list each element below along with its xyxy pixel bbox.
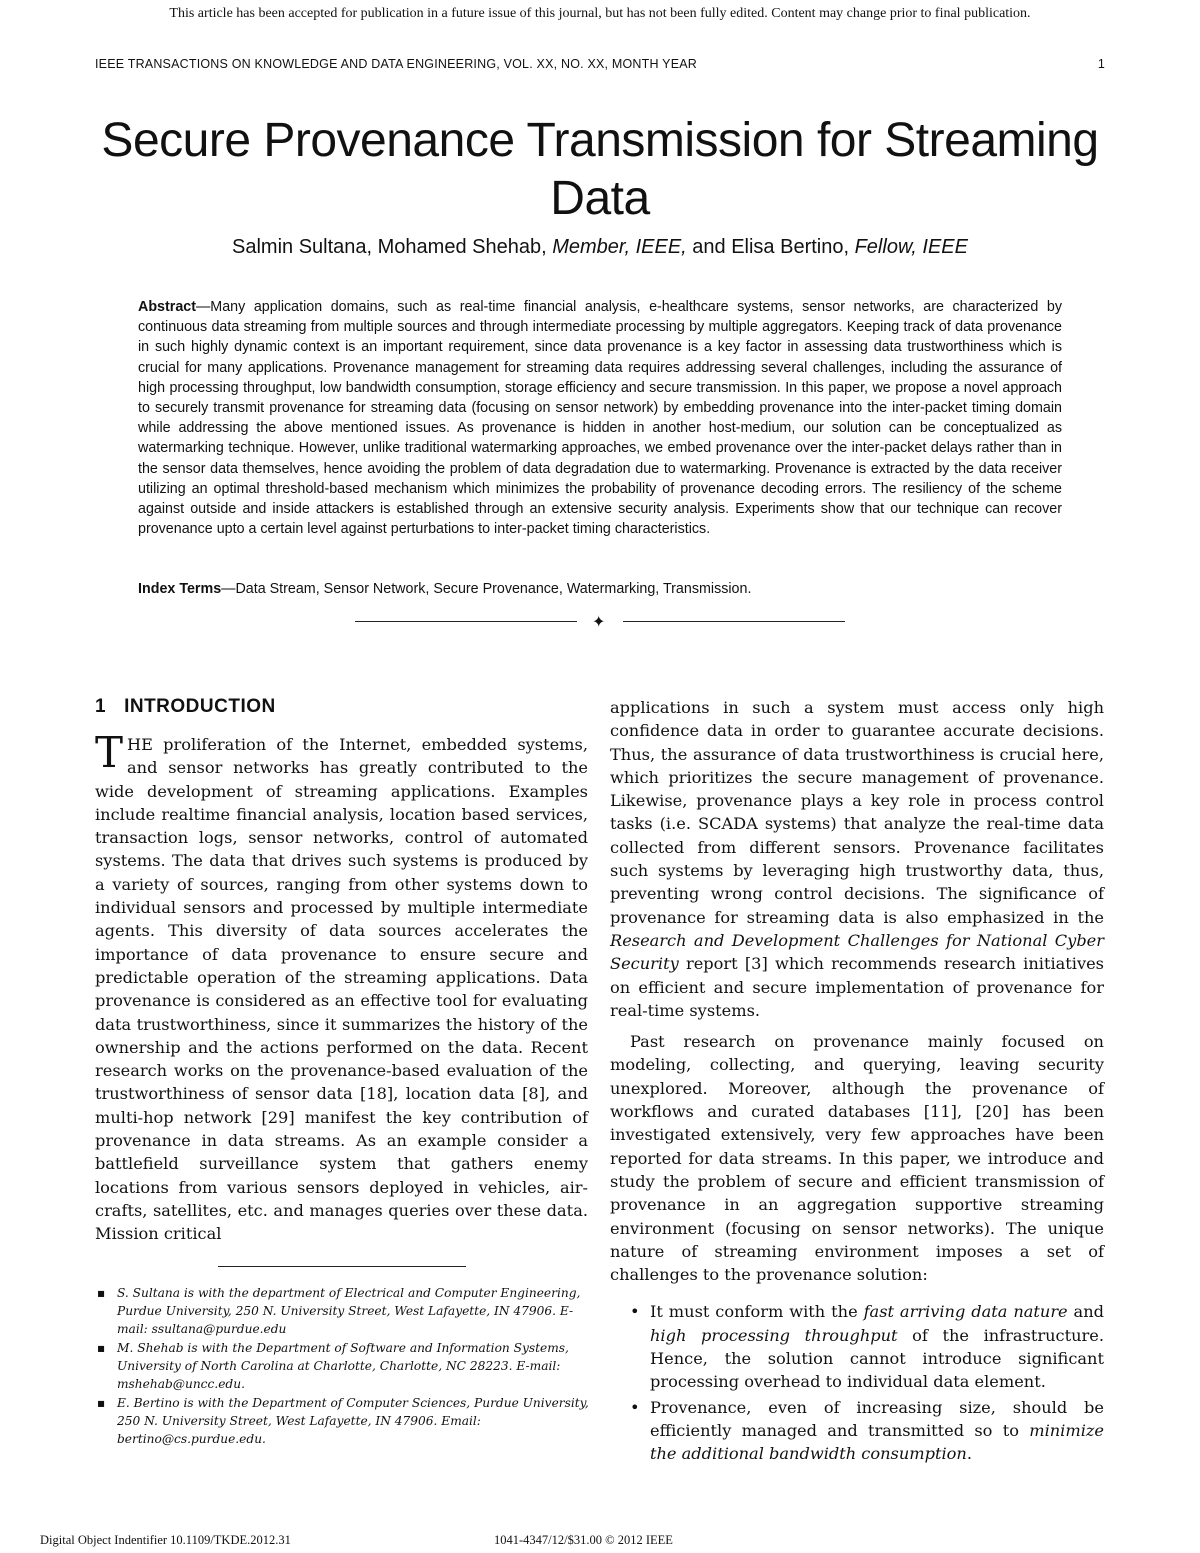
- challenge-list: [610, 1300, 1104, 1465]
- paper-title: Secure Provenance Transmission for Streaming Data: [101, 114, 1099, 225]
- footnote-item: ▪ M. Shehab is with the Department of Software and Information Systems, University of North Carolina at Charlotte, Charlotte, NC 28223. E-mail: mshehab@uncc.edu.: [95, 1339, 590, 1393]
- abstract-label: Abstract: [138, 299, 196, 315]
- paragraph-text: report [3] which recommends research initiatives on efficient and secure implementation of provenance for real-time systems.: [610, 954, 1104, 1020]
- right-column: [610, 696, 1104, 1468]
- abstract: [138, 297, 1062, 539]
- intro-paragraph-1-continued: [610, 696, 1104, 1022]
- section-number: 1: [95, 696, 107, 717]
- list-item: [630, 1300, 1104, 1393]
- bullet-text: .: [966, 1444, 972, 1464]
- index-terms-label: Index Terms: [138, 581, 222, 597]
- running-header: [95, 57, 1105, 71]
- authors-part-2: and Elisa Bertino,: [686, 236, 855, 258]
- bullet-text: It must conform with the: [650, 1302, 864, 1322]
- left-column: [95, 728, 588, 1246]
- footnotes: [95, 1284, 590, 1449]
- footnote-rule: [218, 1266, 466, 1267]
- separator-diamond-icon: ✦: [592, 612, 606, 631]
- publication-notice: This article has been accepted for publication in a future issue of this journal, but has not been fully edited. Content may change prior to final publication.: [169, 6, 1031, 21]
- footnote-item: ▪ E. Bertino is with the Department of Computer Sciences, Purdue University, 250 N. University Street, West Lafayette, IN 47906. Email: bertino@cs.purdue.edu.: [95, 1394, 590, 1448]
- intro-paragraph-2: Past research on provenance mainly focused on modeling, collecting, and querying, leaving security unexplored. Moreover, although the provenance of workflows and curated databases [11], [20] has been investigated extensively, very few approaches have been reported for data streams. In this paper, we introduce and study the problem of secure and efficient transmission of provenance in an aggregation supportive streaming environment (focusing on sensor networks). The unique nature of streaming environment imposes a set of challenges to the provenance solution:: [610, 1032, 1104, 1285]
- index-terms: [138, 581, 1062, 597]
- report-title: Research and Development Challenges for National Cyber Security: [610, 930, 1104, 974]
- bullet-emphasis: minimize the additional bandwidth consumption: [650, 1420, 1104, 1464]
- author-role-1: Member, IEEE,: [552, 236, 687, 258]
- bullet-text: and: [1067, 1302, 1105, 1322]
- drop-cap: T: [95, 728, 124, 777]
- author-role-2: Fellow, IEEE: [854, 236, 968, 258]
- separator-line-left: [355, 621, 577, 622]
- intro-paragraph-1: [95, 728, 588, 1246]
- section-title: INTRODUCTION: [124, 696, 276, 717]
- list-item: [630, 1396, 1104, 1466]
- paragraph-text: applications in such a system must access only high confidence data in order to guarantee accurate decisions. Thus, the assurance of data trustworthiness is crucial here, which prioritizes the secure management of provenance. Likewise, provenance plays a key role in process control tasks (i.e. SCADA systems) that analyze the real-time data collected from different sensors. Provenance facilitates such systems by leveraging high trustworthy data, thus, preventing wrong control decisions. The significance of provenance for streaming data is also emphasized in the: [610, 698, 1104, 927]
- bullet-emphasis: high processing throughput: [650, 1325, 898, 1345]
- bullet-text: of the infrastructure. Hence, the solution cannot introduce significant processing overhead to individual data element.: [650, 1325, 1104, 1392]
- bullet-emphasis: fast arriving data nature: [863, 1302, 1068, 1322]
- footnote-item: ▪ S. Sultana is with the department of Electrical and Computer Engineering, Purdue University, 250 N. University Street, West Lafayette, IN 47906. E-mail: ssultana@purdue.edu: [95, 1284, 590, 1338]
- section-heading: [95, 696, 276, 718]
- intro-paragraph-1-text: HE proliferation of the Internet, embedded systems, and sensor networks has greatly contributed to the wide development of streaming applications. Examples include realtime financial analysis, location based services, transaction logs, sensor networks, control of automated systems. The data that drives such systems is produced by a variety of sources, ranging from other systems down to individual sensors and processed by multiple intermediate agents. This diversity of data sources accelerates the importance of data provenance to ensure secure and predictable operation of the streaming applications. Data provenance is considered as an effective tool for evaluating data trustworthiness, since it summarizes the history of the ownership and the actions performed on the data. Recent research works on the provenance-based evaluation of the trustworthiness of sensor data [18], location data [8], and multi-hop network [29] manifest the key contribution of provenance in data streams. As an example consider a battlefield surveillance system that gathers enemy locations from various sensors deployed in vehicles, air-crafts, satellites, etc. and manages queries over these data. Mission critical: [95, 735, 588, 1244]
- page-number: 1: [1097, 57, 1105, 71]
- separator-line-right: [623, 621, 845, 622]
- bullet-text: Provenance, even of increasing size, should be efficiently managed and transmitted so to: [650, 1397, 1104, 1440]
- doi-footer: Digital Object Indentifier 10.1109/TKDE.2012.31: [40, 1533, 291, 1547]
- journal-name: IEEE TRANSACTIONS ON KNOWLEDGE AND DATA ENGINEERING, VOL. XX, NO. XX, MONTH YEAR: [95, 57, 697, 71]
- issn-footer: 1041-4347/12/$31.00 © 2012 IEEE: [494, 1533, 673, 1547]
- index-terms-text: —Data Stream, Sensor Network, Secure Provenance, Watermarking, Transmission.: [221, 581, 752, 597]
- authors-part-1: Salmin Sultana, Mohamed Shehab,: [232, 236, 553, 258]
- author-line: [80, 236, 1120, 259]
- section-separator: [355, 612, 845, 630]
- abstract-text: —Many application domains, such as real-time financial analysis, e-healthcare systems, sensor networks, are characterized by continuous data streaming from multiple sources and through intermediate processing by multiple aggregators. Keeping track of data provenance in such highly dynamic context is an important requirement, since data provenance is a key factor in assessing data trustworthiness which is crucial for many applications. Provenance management for streaming data requires addressing several challenges, including the assurance of high processing throughput, low bandwidth consumption, storage efficiency and secure transmission. In this paper, we propose a novel approach to securely transmit provenance for streaming data (focusing on sensor network) by embedding provenance into the inter-packet timing domain while addressing the above mentioned issues. As provenance is hidden in another host-medium, our solution can be conceptualized as watermarking technique. However, unlike traditional watermarking approaches, we embed provenance over the inter-packet delays rather than in the sensor data themselves, hence avoiding the problem of data degradation due to watermarking. Provenance is extracted by the data receiver utilizing an optimal threshold-based mechanism which minimizes the probability of provenance decoding errors. The resiliency of the scheme against outside and inside attackers is established through an extensive security analysis. Experiments show that our technique can recover provenance upto a certain level against perturbations to inter-packet timing characteristics.: [138, 299, 1062, 538]
